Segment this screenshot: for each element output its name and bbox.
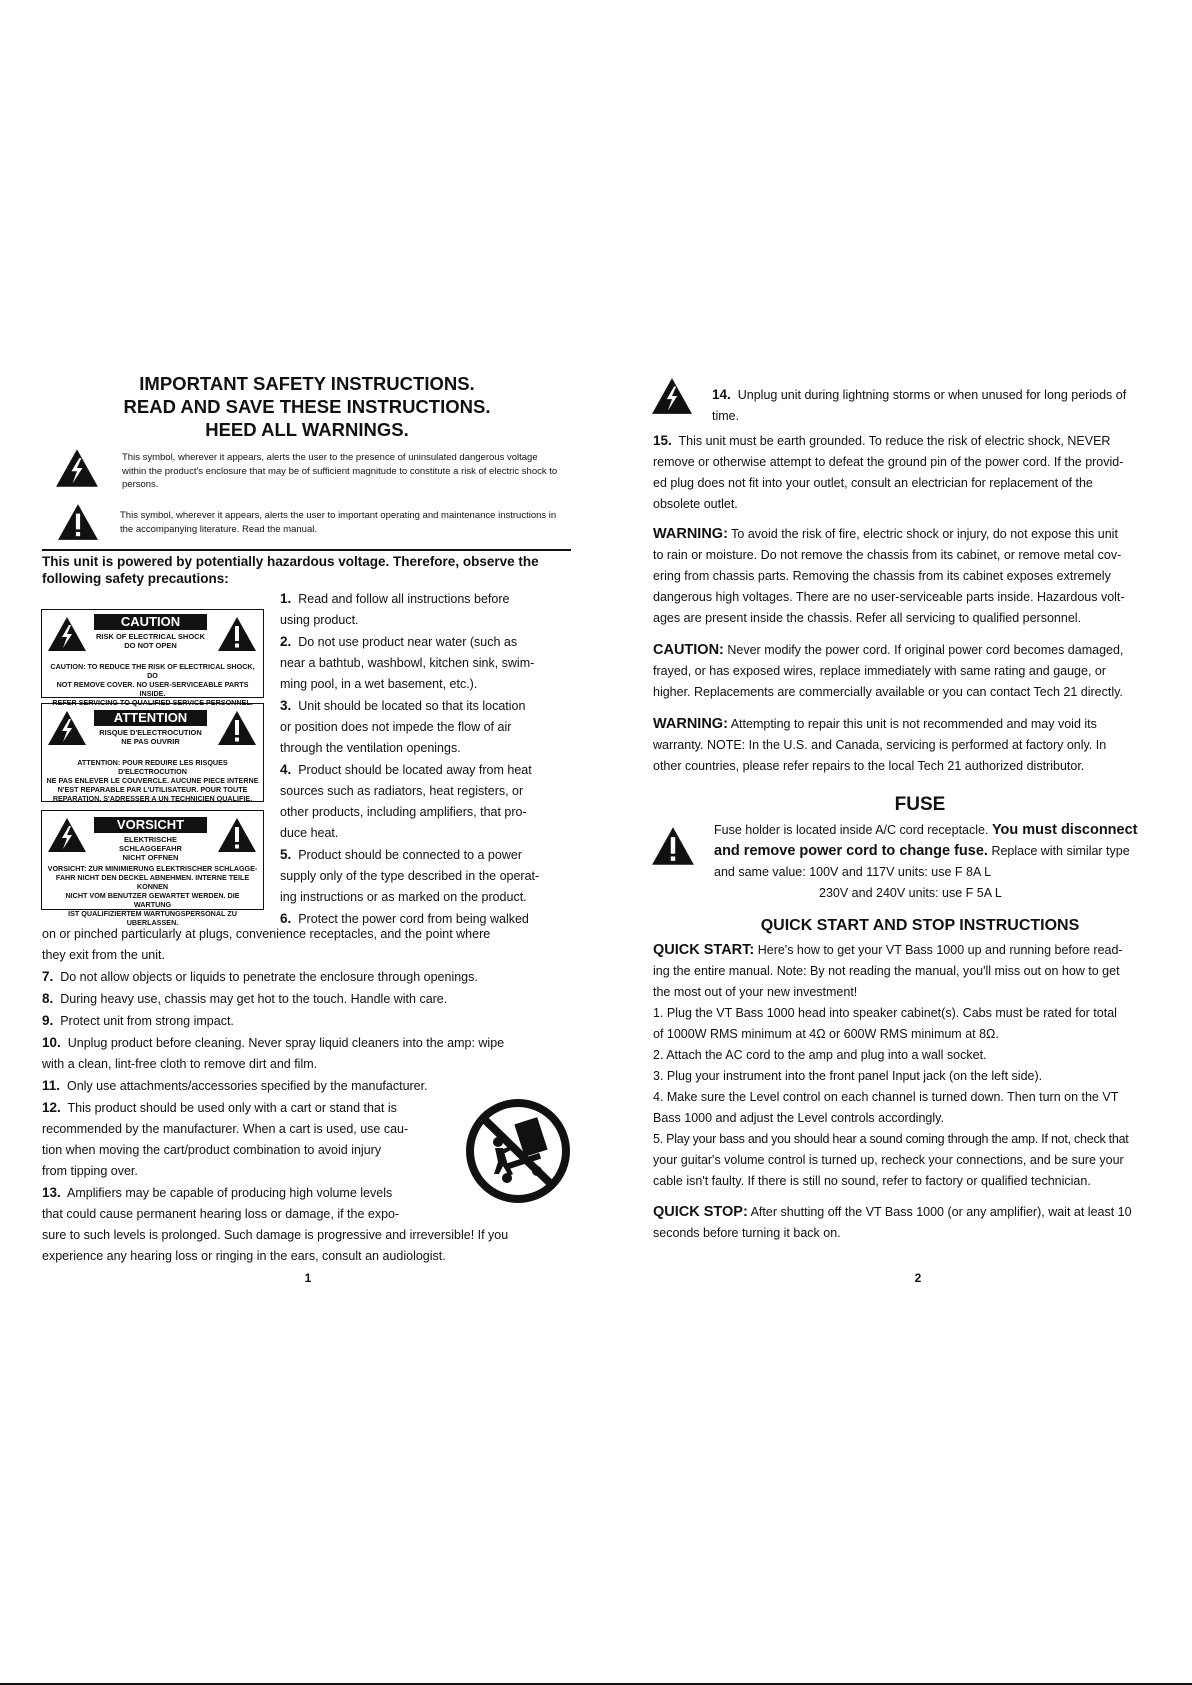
quick-line: the most out of your new investment! (653, 985, 858, 999)
line-text: To avoid the risk of fire, electric shock or injury, do not expose this unit (731, 527, 1118, 541)
lightning-warning-icon (47, 616, 87, 652)
fuse-title: FUSE (894, 794, 946, 815)
item-number: 9. (42, 1013, 54, 1028)
precaution-line: recommended by the manufacturer. When a cart is used, use cau- (42, 1122, 409, 1136)
label-bar: VORSICHT (94, 817, 207, 833)
line-bold-text: You must disconnect (991, 822, 1138, 838)
precaution-line: supply only of the type described in the operat- (280, 869, 540, 883)
warning-line: other countries, please refer repairs to the local Tech 21 authorized distributor. (653, 759, 1085, 773)
quick-line: 2. Attach the AC cord to the amp and plug into a wall socket. (653, 1048, 987, 1062)
item-number: 13. (42, 1185, 61, 1200)
label-note-line: FAHR NICHT DEN DECKEL ABNEHMEN. INTERNE TEILE KONNEN (55, 873, 250, 891)
label-sub-line: ELEKTRISCHE SCHLAGGEFAHR (119, 835, 182, 853)
precaution-line: using product. (280, 613, 359, 627)
line-text: Protect the power cord from being walked (298, 912, 529, 926)
quick-start-label: QUICK START: (653, 942, 755, 958)
precaution-line: ing instructions or as marked on the product. (280, 890, 527, 904)
quick-stop-paragraph (653, 1202, 1188, 1244)
precaution-line (42, 1075, 582, 1097)
warning-line: to rain or moisture. Do not remove the chassis from its cabinet, or remove metal cov- (653, 548, 1122, 562)
caution-line: frayed, or has exposed wires, replace immediately with same rating and gauge, or (653, 664, 1107, 678)
precaution-line (280, 631, 575, 653)
label-note-line: REFER SERVICING TO QUALIFIED SERVICE PERSONNEL. (52, 698, 253, 707)
exclamation-warning-icon (217, 616, 257, 652)
section-rule (42, 549, 571, 551)
line-text: Never modify the power cord. If original power cord becomes damaged, (727, 643, 1124, 657)
label-sub (94, 632, 207, 650)
line-text: Unplug unit during lightning storms or when unused for long periods of (737, 388, 1127, 402)
exclamation-warning-icon (57, 503, 99, 541)
quick-stop-line (653, 1202, 1188, 1223)
item-number: 5. (280, 847, 292, 862)
label-sub-line: NICHT OFFNEN (122, 853, 179, 862)
item-number: 6. (280, 911, 292, 926)
title-line: READ AND SAVE THESE INSTRUCTIONS. (123, 396, 491, 417)
instruction-line: obsolete outlet. (653, 497, 738, 511)
precaution-line: through the ventilation openings. (280, 741, 461, 755)
line-text: Replace with similar type (991, 844, 1130, 858)
line-text: Fuse holder is located inside A/C cord receptacle. (714, 823, 989, 837)
exclamation-warning-icon (217, 710, 257, 746)
instruction-line: remove or otherwise attempt to defeat the ground pin of the power cord. If the provid- (653, 455, 1124, 469)
label-note-line: VORSICHT: ZUR MINIMIERUNG ELEKTRISCHER SCHLAGGE- (47, 864, 258, 873)
line-text: During heavy use, chassis may get hot to the touch. Handle with care. (60, 992, 448, 1006)
label-note-line: ATTENTION: POUR REDUIRE LES RISQUES D'ELECTROCUTION (77, 758, 228, 776)
warning-line: dangerous high voltages. There are no user-serviceable parts inside. Hazardous volt- (653, 590, 1125, 604)
item-number: 8. (42, 991, 54, 1006)
label-note-line: NOT REMOVE COVER. NO USER-SERVICEABLE PARTS INSIDE. (56, 680, 249, 698)
precaution-line: or position does not impede the flow of air (280, 720, 512, 734)
label-sub-line: DO NOT OPEN (124, 641, 177, 650)
item-number: 10. (42, 1035, 61, 1050)
caution-label (41, 609, 264, 707)
lightning-warning-icon (47, 710, 87, 746)
precautions-wide-column (42, 924, 582, 1267)
label-note-line: REPARATION, S'ADRESSER A UN TECHNICIEN QUALIFIE. (52, 794, 253, 803)
precaution-line: tion when moving the cart/product combination to avoid injury (42, 1143, 382, 1157)
item-number: 4. (280, 762, 292, 777)
quick-line: 1. Plug the VT Bass 1000 head into speaker cabinet(s). Cabs must be rated for total (653, 1006, 1117, 1020)
line-text: Protect unit from strong impact. (60, 1014, 234, 1028)
precaution-line: ming pool, in a wet basement, etc.). (280, 677, 478, 691)
item-number: 2. (280, 634, 292, 649)
item-number: 7. (42, 969, 54, 984)
precaution-line: they exit from the unit. (42, 948, 165, 962)
precaution-line: near a bathtub, washbowl, kitchen sink, swim- (280, 656, 535, 670)
line-text: Unplug product before cleaning. Never spray liquid cleaners into the amp: wipe (67, 1036, 505, 1050)
precaution-line (42, 966, 582, 988)
precaution-line: sure to such levels is prolonged. Such damage is progressive and irreversible! If you (42, 1228, 509, 1242)
label-note (46, 864, 259, 927)
lightning-warning-icon (651, 376, 693, 416)
label-sub (94, 835, 207, 862)
label-sub (94, 728, 207, 746)
quick-start-paragraph (653, 940, 1188, 1192)
line-text: Only use attachments/accessories specified by the manufacturer. (66, 1079, 428, 1093)
quick-line: of 1000W RMS minimum at 4Ω or 600W RMS minimum at 8Ω. (653, 1027, 999, 1041)
caution-paragraph (653, 640, 1188, 703)
precaution-line: from tipping over. (42, 1164, 138, 1178)
quick-line (653, 940, 1188, 961)
instruction-line: time. (712, 409, 740, 423)
lightning-warning-icon (55, 448, 99, 488)
precaution-line: that could cause permanent hearing loss or damage, if the expo- (42, 1207, 400, 1221)
precaution-line (280, 759, 575, 781)
lightning-symbol-description: This symbol, wherever it appears, alerts the user to the presence of uninsulated dangerous voltage within the product's enclosure that may be of sufficient magnitude to constitute a risk of electric shock to persons. (122, 452, 558, 490)
precaution-line (280, 844, 575, 866)
quick-stop-label: QUICK STOP: (653, 1204, 748, 1220)
quick-line: cable isn't faulty. If there is still no sound, refer to factory or qualified technician. (653, 1174, 1091, 1188)
quick-line: 3. Plug your instrument into the front panel Input jack (on the left side). (653, 1069, 1043, 1083)
item-number: 15. (653, 433, 672, 448)
precaution-line (280, 695, 575, 717)
fuse-paragraph (714, 820, 1189, 904)
warning-label: WARNING: (653, 526, 728, 542)
title-line: HEED ALL WARNINGS. (205, 419, 409, 440)
line-text: Here's how to get your VT Bass 1000 up and running before read- (757, 943, 1123, 957)
precaution-line: other products, including amplifiers, that pro- (280, 805, 527, 819)
precaution-line: on or pinched particularly at plugs, convenience receptacles, and the point where (42, 927, 491, 941)
item-number: 3. (280, 698, 292, 713)
item-14 (712, 384, 1187, 427)
label-bar: ATTENTION (94, 710, 207, 726)
warning-paragraph-2 (653, 714, 1188, 777)
instruction-line (653, 430, 1188, 452)
precaution-line (42, 1010, 582, 1032)
quick-line: Bass 1000 and adjust the Level controls accordingly. (653, 1111, 944, 1125)
cart-tipover-warning-icon (465, 1098, 571, 1204)
vorsicht-label (41, 810, 264, 927)
precaution-line (42, 1032, 582, 1054)
warning-line: ering from chassis parts. Removing the chassis from its cabinet exposes extremely (653, 569, 1111, 583)
precaution-line: duce heat. (280, 826, 339, 840)
item-number: 12. (42, 1100, 61, 1115)
page-number: 2 (914, 1271, 922, 1285)
quick-title: QUICK START AND STOP INSTRUCTIONS (760, 917, 1080, 934)
exclamation-symbol-description: This symbol, wherever it appears, alerts the user to important operating and maintenance instructions in the accompanying literature. Read the manual. (120, 510, 557, 535)
title-line: IMPORTANT SAFETY INSTRUCTIONS. (139, 373, 475, 394)
precaution-line (42, 988, 582, 1010)
line-text: Attempting to repair this unit is not recommended and may void its (730, 717, 1097, 731)
line-text: Amplifiers may be capable of producing high volume levels (67, 1186, 393, 1200)
line-text: After shutting off the VT Bass 1000 (or any amplifier), wait at least 10 (750, 1205, 1132, 1219)
label-note-line: NICHT VOM BENUTZER GEWARTET WERDEN. DIE WARTUNG (65, 891, 240, 909)
precaution-line: experience any hearing loss or ringing in the ears, consult an audiologist. (42, 1249, 446, 1263)
safety-title (42, 372, 572, 441)
fuse-line (714, 841, 1189, 862)
quick-line: ing the entire manual. Note: By not reading the manual, you'll miss out on how to get (653, 964, 1120, 978)
line-text: This product should be used only with a cart or stand that is (67, 1101, 397, 1115)
label-bar: CAUTION (94, 614, 207, 630)
label-note-line: N'EST REPARABLE PAR L'UTILISATEUR. POUR TOUTE (57, 785, 248, 794)
precaution-line: with a clean, lint-free cloth to remove dirt and film. (42, 1057, 318, 1071)
page-number: 1 (304, 1271, 312, 1285)
line-bold-text: and remove power cord to change fuse. (714, 843, 988, 859)
caution-line: higher. Replacements are commercially available or you can contact Tech 21 directly. (653, 685, 1123, 699)
label-note (46, 662, 259, 707)
warning-line (653, 524, 1188, 545)
fuse-line (714, 820, 1189, 841)
line-text: Do not allow objects or liquids to penetrate the enclosure through openings. (60, 970, 478, 984)
quick-line: your guitar's volume control is turned up, recheck your connections, and be sure your (653, 1153, 1124, 1167)
warning-line (653, 714, 1188, 735)
fuse-line: 230V and 240V units: use F 5A L (819, 886, 1002, 900)
label-note-line: IST QUALIFIZIERTEM WARTUNGSPERSONAL ZU UBERLASSEN. (68, 909, 237, 927)
line-text: Read and follow all instructions before (298, 592, 510, 606)
item-15 (653, 430, 1188, 515)
label-note-line: CAUTION: TO REDUCE THE RISK OF ELECTRICAL SHOCK, DO (50, 662, 255, 680)
line-text: Unit should be located so that its location (298, 699, 526, 713)
warning-paragraph-1 (653, 524, 1188, 629)
line-text: Do not use product near water (such as (298, 635, 518, 649)
lightning-warning-icon (47, 817, 87, 853)
label-note (46, 758, 259, 803)
line-text: Product should be located away from heat (298, 763, 532, 777)
quick-line: 4. Make sure the Level control on each channel is turned down. Then turn on the VT (653, 1090, 1119, 1104)
label-sub-line: RISQUE D'ELECTROCUTION (99, 728, 202, 737)
exclamation-warning-icon (651, 826, 695, 866)
instruction-line: ed plug does not fit into your outlet, consult an electrician for replacement of the (653, 476, 1093, 490)
line-text: This unit must be earth grounded. To reduce the risk of electric shock, NEVER (678, 434, 1111, 448)
caution-line (653, 640, 1188, 661)
warning-line: ages are present inside the chassis. Refer all servicing to qualified personnel. (653, 611, 1082, 625)
exclamation-warning-icon (217, 817, 257, 853)
quick-stop-line: seconds before turning it back on. (653, 1226, 841, 1240)
item-number: 1. (280, 591, 292, 606)
hazard-heading: This unit is powered by potentially hazardous voltage. Therefore, observe the following safety precautions: (42, 554, 539, 586)
item-number: 11. (42, 1078, 61, 1093)
caution-label: CAUTION: (653, 642, 724, 658)
fuse-line: and same value: 100V and 117V units: use F 8A L (714, 865, 992, 879)
attention-label (41, 703, 264, 802)
item-number: 14. (712, 387, 731, 402)
label-sub-line: NE PAS OUVRIR (121, 737, 180, 746)
line-text: Product should be connected to a power (298, 848, 522, 862)
warning-label: WARNING: (653, 716, 728, 732)
label-sub-line: RISK OF ELECTRICAL SHOCK (95, 632, 206, 641)
precautions-narrow-column (280, 588, 575, 930)
quick-line: 5. Play your bass and you should hear a sound coming through the amp. If not, check that (653, 1132, 1129, 1146)
instruction-line (712, 384, 1187, 406)
precaution-line: sources such as radiators, heat registers, or (280, 784, 524, 798)
label-note-line: NE PAS ENLEVER LE COUVERCLE. AUCUNE PIECE INTERNE (46, 776, 259, 785)
precaution-line (280, 588, 575, 610)
warning-line: warranty. NOTE: In the U.S. and Canada, servicing is performed at factory only. In (653, 738, 1107, 752)
